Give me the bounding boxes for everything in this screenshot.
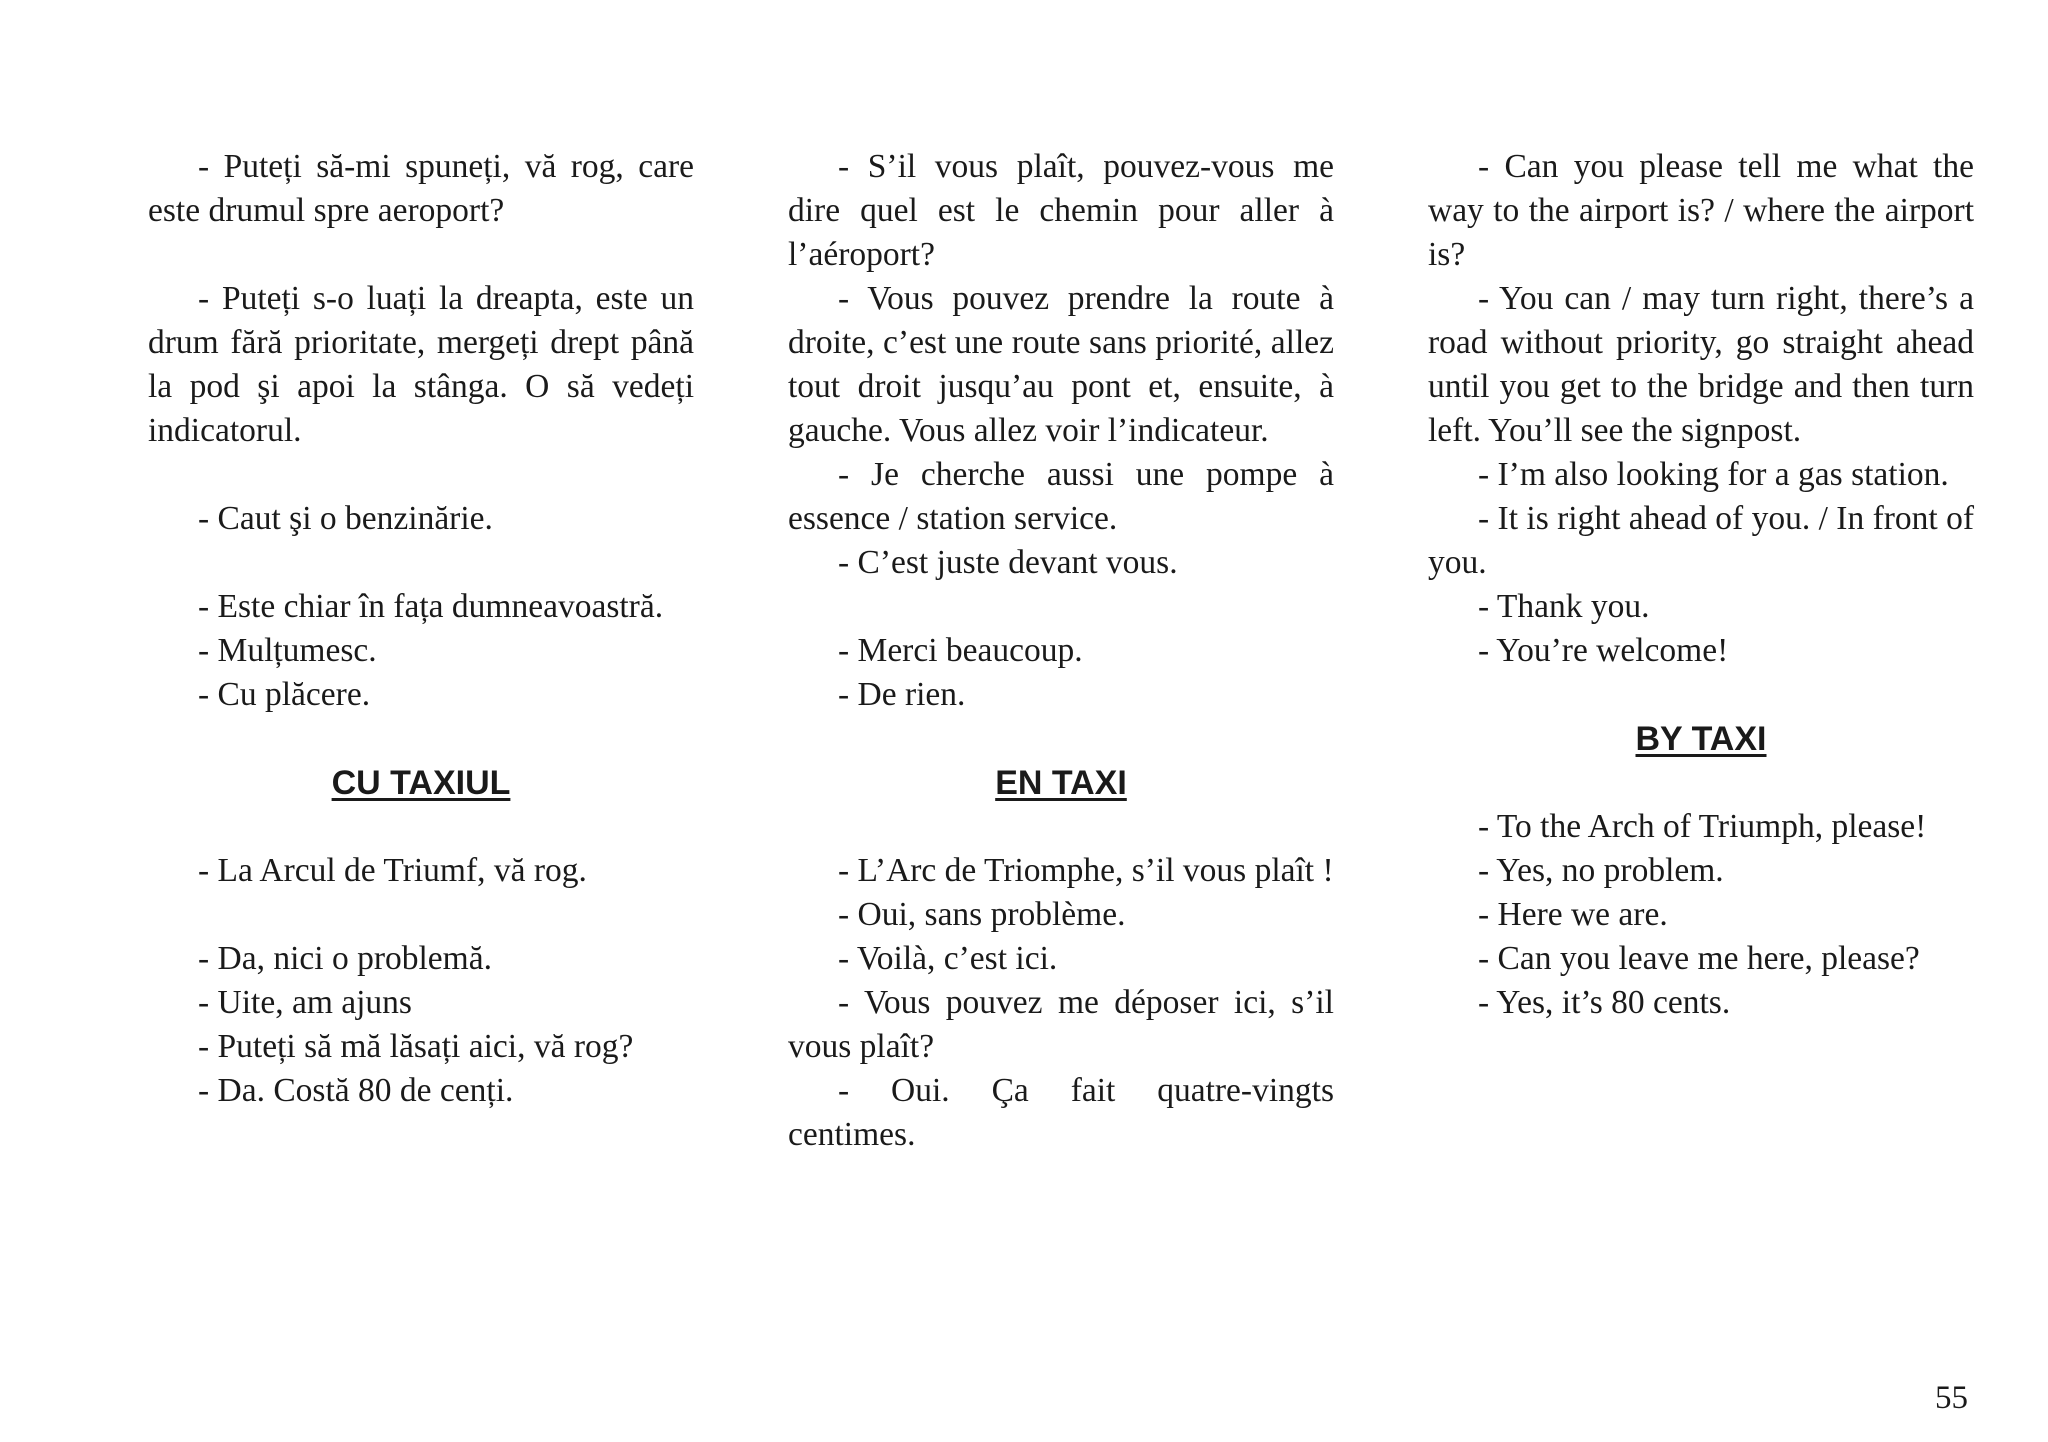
en-taxi-line-2: - Yes, no problem. bbox=[1478, 852, 1724, 889]
en-line-2: - You can / may turn right, there’s a road without priority, go straight ahead until you get to the bridge and then turn left. You’ll see the signpost. bbox=[1428, 280, 1974, 449]
spacer bbox=[148, 805, 694, 849]
ro-line-1: - Puteți să-mi spuneți, vă rog, care este drumul spre aeroport? bbox=[148, 148, 694, 229]
ro-taxi-line-1: - La Arcul de Triumf, vă rog. bbox=[198, 852, 587, 889]
page-number: 55 bbox=[1935, 1380, 1968, 1416]
en-taxi-line-3: - Here we are. bbox=[1478, 896, 1668, 933]
ro-line-2: - Puteți s-o luați la dreapta, este un drum fără prioritate, mergeți drept până la pod şi apoi la stânga. O să vedeți indicatorul. bbox=[148, 280, 694, 449]
en-line-6: - You’re welcome! bbox=[1478, 632, 1729, 669]
fr-taxi-line-1: - L’Arc de Triomphe, s’il vous plaît ! bbox=[838, 852, 1334, 889]
ro-taxi-line-4: - Puteți să mă lăsați aici, vă rog? bbox=[198, 1028, 634, 1065]
en-taxi-line-4: - Can you leave me here, please? bbox=[1478, 940, 1920, 977]
section-heading-en: BY TAXI bbox=[1635, 720, 1767, 758]
column-romanian bbox=[148, 145, 694, 1113]
ro-taxi-line-3: - Uite, am ajuns bbox=[198, 984, 412, 1021]
en-line-3: - I’m also looking for a gas station. bbox=[1478, 456, 1949, 493]
ro-line-6: - Cu plăcere. bbox=[198, 676, 371, 713]
ro-taxi-line-2: - Da, nici o problemă. bbox=[198, 940, 492, 977]
fr-line-2: - Vous pouvez prendre la route à droite, c’est une route sans priorité, allez tout droit jusqu’au pont et, ensuite, à gauche. Vous allez voir l’indicateur. bbox=[788, 280, 1334, 449]
spacer bbox=[1428, 673, 1974, 717]
fr-taxi-line-4: - Vous pouvez me déposer ici, s’il vous plaît? bbox=[788, 984, 1334, 1065]
ro-line-5: - Mulțumesc. bbox=[198, 632, 377, 669]
en-line-4: - It is right ahead of you. / In front of you. bbox=[1428, 500, 1974, 581]
fr-taxi-line-2: - Oui, sans problème. bbox=[838, 896, 1126, 933]
column-french bbox=[788, 145, 1334, 1157]
fr-line-3: - Je cherche aussi une pompe à essence / station service. bbox=[788, 456, 1334, 537]
spacer bbox=[788, 805, 1334, 849]
column-english bbox=[1428, 145, 1974, 1025]
ro-taxi-line-5: - Da. Costă 80 de cenți. bbox=[198, 1072, 514, 1109]
ro-line-4: - Este chiar în fața dumneavoastră. bbox=[198, 588, 664, 625]
fr-taxi-line-3: - Voilà, c’est ici. bbox=[838, 940, 1058, 977]
en-taxi-line-5: - Yes, it’s 80 cents. bbox=[1478, 984, 1731, 1021]
spacer bbox=[148, 717, 694, 761]
spacer bbox=[788, 585, 1334, 629]
fr-line-1: - S’il vous plaît, pouvez-vous me dire quel est le chemin pour aller à l’aéroport? bbox=[788, 148, 1334, 273]
section-heading-ro: CU TAXIUL bbox=[331, 764, 511, 802]
spacer bbox=[1428, 761, 1974, 805]
spacer bbox=[148, 893, 694, 937]
spacer bbox=[148, 233, 694, 277]
fr-line-4: - C’est juste devant vous. bbox=[838, 544, 1178, 581]
spacer bbox=[148, 453, 694, 497]
en-line-1: - Can you please tell me what the way to the airport is? / where the airport is? bbox=[1428, 148, 1974, 273]
fr-taxi-line-5: - Oui. Ça fait quatre-vingts centimes. bbox=[788, 1072, 1334, 1153]
fr-line-5: - Merci beaucoup. bbox=[838, 632, 1083, 669]
spacer bbox=[788, 717, 1334, 761]
ro-line-3: - Caut şi o benzinărie. bbox=[198, 500, 493, 537]
section-heading-fr: EN TAXI bbox=[995, 764, 1127, 802]
en-taxi-line-1: - To the Arch of Triumph, please! bbox=[1478, 808, 1927, 845]
fr-line-6: - De rien. bbox=[838, 676, 966, 713]
spacer bbox=[148, 541, 694, 585]
en-line-5: - Thank you. bbox=[1478, 588, 1650, 625]
